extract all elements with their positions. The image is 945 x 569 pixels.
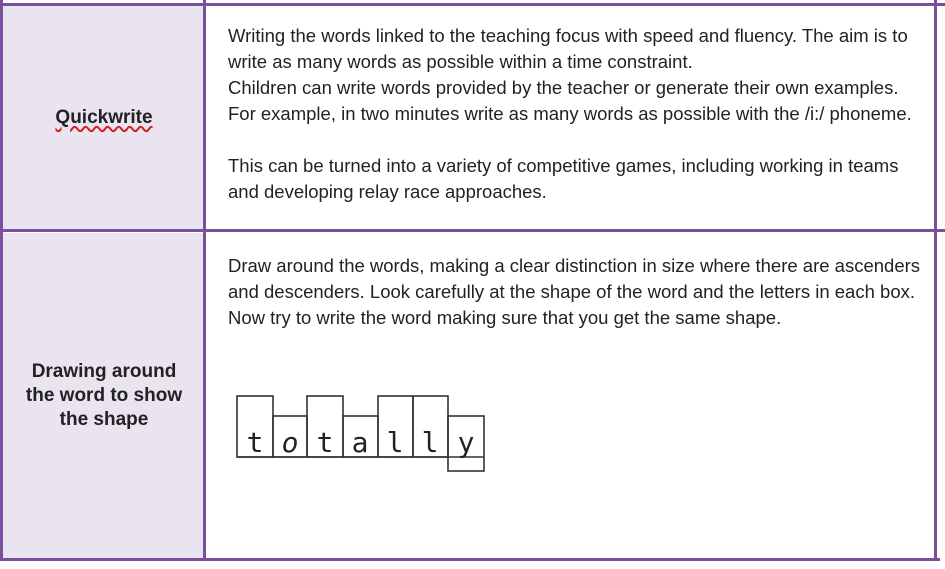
letter: y (457, 426, 475, 459)
drawing-heading: Drawing around the word to show the shape (25, 361, 183, 430)
quickwrite-heading: Quickwrite (55, 106, 153, 128)
quickwrite-description-1: Writing the words linked to the teaching focus with speed and fluency. The aim is to write as many words as possible within a time constraint. (228, 25, 908, 72)
letter: l (386, 426, 404, 459)
letter: a (351, 426, 369, 459)
quickwrite-description-2: Children can write words provided by the teacher or generate their own examples. For example, in two minutes write as many words as possible with the /i:/ phoneme. (228, 77, 912, 124)
drawing-description: Draw around the words, making a clear distinction in size where there are ascenders and descenders. Look carefully at the shape of the word and the letters in each box. Now try to write the word making sure that you get the same shape. (228, 255, 921, 328)
letter: l (421, 426, 439, 459)
quickwrite-description-3: This can be turned into a variety of competitive games, including working in teams and developing relay race approaches. (228, 155, 899, 202)
letter: t (316, 426, 334, 459)
letter: t (246, 426, 264, 459)
letter: o (281, 426, 299, 459)
